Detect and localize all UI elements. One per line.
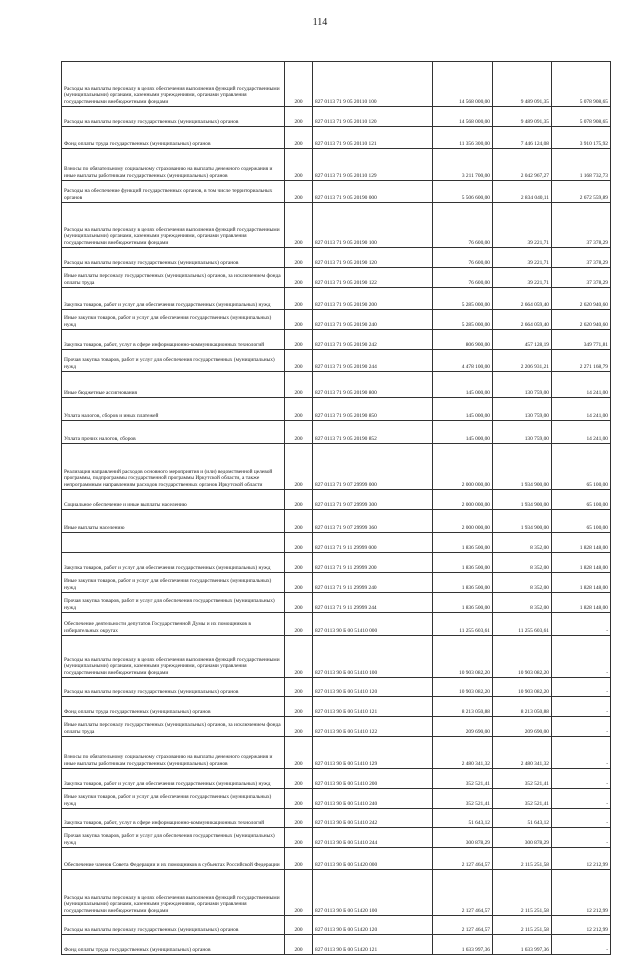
row-unexecuted: - [552,935,611,955]
row-classification: 827 0113 90 Б 00 51410 242 [313,809,433,828]
row-code: 200 [285,372,313,398]
row-executed: 2 115 251,58 [493,870,552,916]
row-approved: 5 285 000,00 [433,310,493,330]
row-name: Фонд оплаты труда государственных (муниципальных) органов [62,935,285,955]
row-name: Иные закупки товаров, работ и услуг для обеспечения государственных (муниципальных) нужд [62,310,285,330]
row-executed: 10 903 082,20 [493,636,552,678]
row-unexecuted: 2 620 940,60 [552,288,611,310]
row-classification: 827 0113 90 Б 00 51420 120 [313,916,433,935]
row-executed: 39 221,71 [493,268,552,288]
row-approved: 14 568 000,00 [433,62,493,107]
table-row [62,553,611,573]
row-approved: 4 478 100,00 [433,350,493,372]
row-executed: 51 643,12 [493,809,552,828]
row-approved: 8 213 050,88 [433,697,493,717]
row-approved: 76 600,00 [433,268,493,288]
row-classification: 827 0113 71 9 11 29999 000 [313,533,433,553]
row-classification: 827 0113 71 9 11 29999 244 [313,593,433,613]
table-body [62,62,611,955]
row-code: 200 [285,870,313,916]
row-classification: 827 0113 90 Б 00 51420 000 [313,848,433,870]
row-executed: 300 878,29 [493,828,552,848]
table-row [62,916,611,935]
table-row [62,593,611,613]
row-name: Расходы на выплаты персоналу государственных (муниципальных) органов [62,678,285,697]
row-code: 200 [285,330,313,350]
row-code: 200 [285,697,313,717]
table-row [62,848,611,870]
row-unexecuted: 1 828 148,00 [552,553,611,573]
row-name: Расходы на выплаты персоналу в целях обеспечения выполнения функций государственными (муниципальными) органами, казенными учреждениями, органами управления государственными внебюджетными фондами [62,203,285,248]
row-executed: 130 759,00 [493,398,552,421]
row-executed: 457 128,19 [493,330,552,350]
row-approved: 145 000,00 [433,398,493,421]
row-unexecuted: 5 078 908,65 [552,107,611,127]
row-unexecuted: 2 620 940,60 [552,310,611,330]
row-code: 200 [285,828,313,848]
row-classification: 827 0113 71 9 05 20190 000 [313,181,433,203]
row-approved: 11 255 603,61 [433,613,493,636]
row-executed: 8 352,00 [493,553,552,573]
row-executed: 9 489 091,35 [493,62,552,107]
row-unexecuted: 3 910 175,92 [552,127,611,149]
row-executed: 39 221,71 [493,203,552,248]
table-row [62,573,611,593]
row-approved: 10 903 082,20 [433,636,493,678]
row-name: Уплата прочих налогов, сборов [62,421,285,444]
row-executed: 2 834 040,11 [493,181,552,203]
row-unexecuted: 14 241,00 [552,372,611,398]
row-name: Иные закупки товаров, работ и услуг для обеспечения государственных (муниципальных) нужд [62,573,285,593]
row-classification: 827 0113 71 9 11 29999 200 [313,553,433,573]
row-classification: 827 0113 71 9 07 29999 360 [313,510,433,533]
row-name: Расходы на выплаты персоналу государственных (муниципальных) органов [62,248,285,268]
row-code: 200 [285,444,313,490]
row-unexecuted: - [552,809,611,828]
row-unexecuted: 65 100,00 [552,490,611,510]
table-row [62,678,611,697]
row-code: 200 [285,268,313,288]
row-classification: 827 0113 71 9 05 20190 242 [313,330,433,350]
row-name: Иные выплаты персоналу государственных (муниципальных) органов, за исключением фонда оплаты труда [62,268,285,288]
row-name: Иные бюджетные ассигнования [62,372,285,398]
row-name: Закупка товаров, работ, услуг в сфере информационно-коммуникационных технологий [62,330,285,350]
row-name: Расходы на выплаты персоналу в целях обеспечения выполнения функций государственными (муниципальными) органами, казенными учреждениями, органами управления государственными внебюджетными фондами [62,62,285,107]
row-unexecuted: 12 212,99 [552,848,611,870]
row-code: 200 [285,553,313,573]
row-approved: 2 127 464,57 [433,848,493,870]
row-code: 200 [285,769,313,789]
row-classification: 827 0113 90 Б 00 51410 129 [313,737,433,769]
row-classification: 827 0113 71 9 05 20190 800 [313,372,433,398]
table-row [62,444,611,490]
row-executed: 352 521,41 [493,789,552,809]
row-classification: 827 0113 71 9 11 29999 240 [313,573,433,593]
row-name: Уплата налогов, сборов и иных платежей [62,398,285,421]
row-approved: 1 836 500,00 [433,573,493,593]
row-code: 200 [285,181,313,203]
row-code: 200 [285,490,313,510]
row-unexecuted: 37 378,29 [552,268,611,288]
row-executed: 8 213 050,88 [493,697,552,717]
row-unexecuted: - [552,769,611,789]
table-row [62,421,611,444]
row-unexecuted: 1 168 732,73 [552,149,611,181]
row-name: Закупка товаров, работ и услуг для обеспечения государственных (муниципальных) нужд [62,288,285,310]
row-classification: 827 0113 71 9 05 20190 100 [313,203,433,248]
row-name: Расходы на выплаты персоналу государственных (муниципальных) органов [62,916,285,935]
row-code: 200 [285,62,313,107]
row-name: Обеспечение членов Совета Федерации и их помощников в субъектах Российской Федерации [62,848,285,870]
table-row [62,288,611,310]
table-row [62,533,611,553]
row-name: Расходы на обеспечение функций государственных органов, в том числе территориальных органов [62,181,285,203]
row-unexecuted: 37 378,29 [552,203,611,248]
row-code: 200 [285,203,313,248]
row-classification: 827 0113 71 9 05 20190 244 [313,350,433,372]
row-code: 200 [285,737,313,769]
row-name: Взносы по обязательному социальному страхованию на выплаты денежного содержания и иные выплаты работникам государственных (муниципальных) органов [62,737,285,769]
row-code: 200 [285,573,313,593]
row-name: Прочая закупка товаров, работ и услуг для обеспечения государственных (муниципальных) нужд [62,350,285,372]
row-code: 200 [285,350,313,372]
table-row [62,203,611,248]
table-row [62,613,611,636]
row-executed: 10 903 082,20 [493,678,552,697]
row-unexecuted: 65 100,00 [552,444,611,490]
row-executed: 130 759,00 [493,372,552,398]
row-code: 200 [285,510,313,533]
row-classification: 827 0113 71 9 07 29999 000 [313,444,433,490]
row-unexecuted: 349 771,81 [552,330,611,350]
row-name: Социальное обеспечение и иные выплаты населению [62,490,285,510]
row-approved: 10 903 082,20 [433,678,493,697]
table-row [62,149,611,181]
row-approved: 2 127 464,57 [433,870,493,916]
row-name: Прочая закупка товаров, работ и услуг для обеспечения государственных (муниципальных) нужд [62,593,285,613]
table-row [62,248,611,268]
row-classification: 827 0113 71 9 05 20190 120 [313,248,433,268]
row-approved: 2 000 000,00 [433,444,493,490]
row-name [62,533,285,553]
row-name: Расходы на выплаты персоналу государственных (муниципальных) органов [62,107,285,127]
row-classification: 827 0113 71 9 05 20110 121 [313,127,433,149]
row-executed: 8 352,00 [493,593,552,613]
table-row [62,398,611,421]
row-approved: 76 600,00 [433,248,493,268]
row-code: 200 [285,288,313,310]
table-row [62,769,611,789]
row-classification: 827 0113 90 Б 00 51410 120 [313,678,433,697]
row-name: Закупка товаров, работ, услуг в сфере информационно-коммуникационных технологий [62,809,285,828]
row-executed: 8 352,00 [493,573,552,593]
row-classification: 827 0113 71 9 07 29999 300 [313,490,433,510]
row-name: Расходы на выплаты персоналу в целях обеспечения выполнения функций государственными (муниципальными) органами, казенными учреждениями, органами управления государственными внебюджетными фондами [62,636,285,678]
row-unexecuted: 14 241,00 [552,398,611,421]
row-name: Фонд оплаты труда государственных (муниципальных) органов [62,697,285,717]
row-unexecuted: - [552,613,611,636]
row-approved: 209 690,00 [433,717,493,737]
row-code: 200 [285,678,313,697]
row-code: 200 [285,916,313,935]
table-row [62,789,611,809]
table-row [62,310,611,330]
row-classification: 827 0113 71 9 05 20190 122 [313,268,433,288]
row-classification: 827 0113 90 Б 00 51420 100 [313,870,433,916]
row-code: 200 [285,533,313,553]
row-classification: 827 0113 71 9 05 20190 852 [313,421,433,444]
row-classification: 827 0113 71 9 05 20110 120 [313,107,433,127]
row-unexecuted: 1 828 148,00 [552,533,611,553]
row-approved: 300 878,29 [433,828,493,848]
table-row [62,62,611,107]
row-name: Расходы на выплаты персоналу в целях обеспечения выполнения функций государственными (муниципальными) органами, казенными учреждениями, органами управления государственными внебюджетными фондами [62,870,285,916]
table-row [62,490,611,510]
row-executed: 2 664 059,40 [493,288,552,310]
row-executed: 2 480 341,32 [493,737,552,769]
row-classification: 827 0113 90 Б 00 51410 200 [313,769,433,789]
row-executed: 2 206 931,21 [493,350,552,372]
row-classification: 827 0113 90 Б 00 51410 240 [313,789,433,809]
row-classification: 827 0113 71 9 05 20190 850 [313,398,433,421]
row-classification: 827 0113 71 9 05 20110 100 [313,62,433,107]
row-code: 200 [285,717,313,737]
row-approved: 352 521,41 [433,769,493,789]
row-classification: 827 0113 90 Б 00 51410 121 [313,697,433,717]
row-executed: 39 221,71 [493,248,552,268]
row-approved: 14 568 000,00 [433,107,493,127]
table-row [62,809,611,828]
row-approved: 806 900,00 [433,330,493,350]
table-row [62,372,611,398]
row-name: Реализация направлений расходов основного мероприятия и (или) ведомственной целевой программы, подпрограммы государственной программы Иркутской области, а также непрограммным направлениям расходов государственных органов Иркутской области [62,444,285,490]
row-executed: 1 934 900,00 [493,510,552,533]
row-code: 200 [285,127,313,149]
row-unexecuted: 2 672 559,89 [552,181,611,203]
row-code: 200 [285,789,313,809]
table-row [62,636,611,678]
row-executed: 130 759,00 [493,421,552,444]
row-approved: 2 000 000,00 [433,490,493,510]
row-unexecuted: 2 271 168,79 [552,350,611,372]
row-executed: 9 489 091,35 [493,107,552,127]
row-executed: 2 115 251,58 [493,916,552,935]
row-code: 200 [285,613,313,636]
row-executed: 1 934 900,00 [493,444,552,490]
row-classification: 827 0113 71 9 05 20110 129 [313,149,433,181]
row-classification: 827 0113 90 Б 00 51410 244 [313,828,433,848]
row-executed: 2 115 251,58 [493,848,552,870]
row-executed: 8 352,00 [493,533,552,553]
row-executed: 352 521,41 [493,769,552,789]
row-name: Закупка товаров, работ и услуг для обеспечения государственных (муниципальных) нужд [62,553,285,573]
row-approved: 2 127 464,57 [433,916,493,935]
row-unexecuted: - [552,636,611,678]
table-row [62,268,611,288]
row-approved: 5 285 000,00 [433,288,493,310]
table-row [62,828,611,848]
row-executed: 209 690,00 [493,717,552,737]
row-classification: 827 0113 90 Б 00 51410 122 [313,717,433,737]
row-name: Иные выплаты персоналу государственных (муниципальных) органов, за исключением фонда оплаты труда [62,717,285,737]
row-executed: 1 633 997,36 [493,935,552,955]
row-code: 200 [285,107,313,127]
row-executed: 11 255 603,61 [493,613,552,636]
row-name: Закупка товаров, работ и услуг для обеспечения государственных (муниципальных) нужд [62,769,285,789]
row-executed: 1 934 900,00 [493,490,552,510]
row-approved: 145 000,00 [433,372,493,398]
row-unexecuted: - [552,828,611,848]
row-name: Иные выплаты населению [62,510,285,533]
table-row [62,350,611,372]
table-row [62,870,611,916]
row-approved: 2 480 341,32 [433,737,493,769]
row-unexecuted: 5 078 908,65 [552,62,611,107]
row-unexecuted: 65 100,00 [552,510,611,533]
row-unexecuted: - [552,737,611,769]
row-classification: 827 0113 71 9 05 20190 240 [313,310,433,330]
row-approved: 11 356 300,00 [433,127,493,149]
row-unexecuted: 1 828 148,00 [552,573,611,593]
row-code: 200 [285,149,313,181]
row-approved: 1 836 500,00 [433,533,493,553]
table-row [62,107,611,127]
row-unexecuted: 12 212,99 [552,916,611,935]
row-unexecuted: 1 828 148,00 [552,593,611,613]
row-code: 200 [285,248,313,268]
row-code: 200 [285,636,313,678]
row-name: Взносы по обязательному социальному страхованию на выплаты денежного содержания и иные выплаты работникам государственных (муниципальных) органов [62,149,285,181]
row-code: 200 [285,593,313,613]
table-row [62,330,611,350]
row-approved: 145 000,00 [433,421,493,444]
row-code: 200 [285,935,313,955]
table-row [62,181,611,203]
row-name: Иные закупки товаров, работ и услуг для обеспечения государственных (муниципальных) нужд [62,789,285,809]
row-approved: 51 643,12 [433,809,493,828]
row-approved: 5 506 600,00 [433,181,493,203]
row-unexecuted: - [552,697,611,717]
row-name: Обеспечение деятельности депутатов Государственной Думы и их помощников в избирательных округах [62,613,285,636]
row-approved: 1 633 997,36 [433,935,493,955]
row-code: 200 [285,310,313,330]
row-classification: 827 0113 90 Б 00 51410 000 [313,613,433,636]
row-unexecuted: - [552,789,611,809]
row-classification: 827 0113 71 9 05 20190 200 [313,288,433,310]
row-code: 200 [285,398,313,421]
row-code: 200 [285,848,313,870]
table-row [62,737,611,769]
budget-execution-table [61,61,611,955]
row-classification: 827 0113 90 Б 00 51420 121 [313,935,433,955]
row-approved: 352 521,41 [433,789,493,809]
table-row [62,697,611,717]
row-executed: 2 042 967,27 [493,149,552,181]
table-row [62,935,611,955]
table-row [62,510,611,533]
row-classification: 827 0113 90 Б 00 51410 100 [313,636,433,678]
row-unexecuted: 12 212,99 [552,870,611,916]
row-unexecuted: 14 241,00 [552,421,611,444]
row-code: 200 [285,421,313,444]
row-executed: 7 446 124,08 [493,127,552,149]
row-unexecuted: 37 378,29 [552,248,611,268]
row-name: Прочая закупка товаров, работ и услуг для обеспечения государственных (муниципальных) нужд [62,828,285,848]
row-unexecuted: - [552,678,611,697]
row-approved: 3 211 700,00 [433,149,493,181]
row-approved: 1 836 500,00 [433,593,493,613]
row-executed: 2 664 059,40 [493,310,552,330]
row-code: 200 [285,809,313,828]
table-row [62,127,611,149]
row-unexecuted: - [552,717,611,737]
table-row [62,717,611,737]
row-approved: 76 600,00 [433,203,493,248]
row-approved: 2 000 000,00 [433,510,493,533]
row-name: Фонд оплаты труда государственных (муниципальных) органов [62,127,285,149]
page-number: 114 [312,17,328,28]
row-approved: 1 836 500,00 [433,553,493,573]
